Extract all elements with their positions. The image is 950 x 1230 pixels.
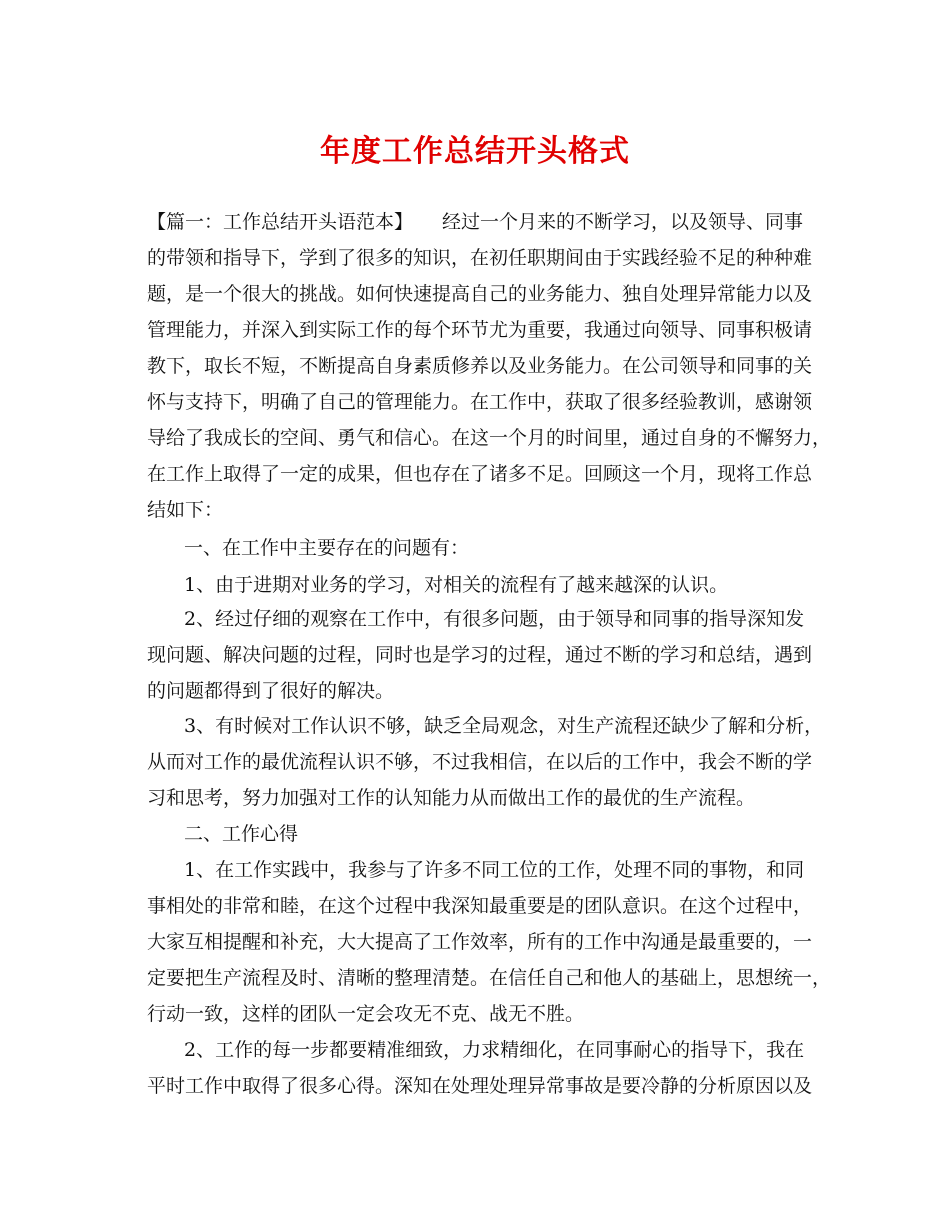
section-heading: 二、工作心得 (184, 823, 299, 845)
paragraph-line: 在工作上取得了一定的成果，但也存在了诸多不足。回顾这一个月，现将工作总 (147, 463, 813, 485)
paragraph-line: 1、在工作实践中，我参与了许多不同工位的工作，处理不同的事物，和同 (184, 859, 805, 881)
paragraph-line: 管理能力，并深入到实际工作的每个环节尤为重要，我通过向领导、同事积极请 (147, 319, 813, 341)
paragraph-line: 3、有时候对工作认识不够，缺乏全局观念，对生产流程还缺少了解和分析， (184, 715, 824, 737)
paragraph-line: 的带领和指导下，学到了很多的知识，在初任职期间由于实践经验不足的种种难 (147, 247, 813, 269)
paragraph-line: 2、经过仔细的观察在工作中，有很多问题，由于领导和同事的指导深知发 (184, 608, 805, 630)
paragraph-line: 教下，取长不短，不断提高自身素质修养以及业务能力。在公司领导和同事的关 (147, 355, 813, 377)
paragraph-line: 现问题、解决问题的过程，同时也是学习的过程，通过不断的学习和总结，遇到 (147, 644, 813, 666)
paragraph-line: 行动一致，这样的团队一定会攻无不克、战无不胜。 (147, 1003, 585, 1025)
paragraph-line: 从而对工作的最优流程认识不够，不过我相信，在以后的工作中，我会不断的学 (147, 751, 813, 773)
paragraph-line: 大家互相提醒和补充，大大提高了工作效率，所有的工作中沟通是最重要的，一 (147, 931, 813, 953)
paragraph-line: 结如下： (147, 499, 224, 521)
section-heading: 一、在工作中主要存在的问题有： (184, 537, 470, 559)
paragraph-line: 题，是一个很大的挑战。如何快速提高自己的业务能力、独自处理异常能力以及 (147, 283, 813, 305)
paragraph-line: 2、工作的每一步都要精准细致，力求精细化，在同事耐心的指导下，我在 (184, 1039, 805, 1061)
section-tag: 【篇一：工作总结开头语范本】 (147, 211, 414, 233)
line-text: 经过一个月来的不断学习，以及领导、同事 (442, 211, 804, 233)
paragraph-line: 事相处的非常和睦，在这个过程中我深知最重要是的团队意识。在这个过程中， (147, 895, 813, 917)
paragraph-line: 平时工作中取得了很多心得。深知在处理处理异常事故是要冷静的分析原因以及 (147, 1075, 813, 1097)
paragraph-line: 习和思考，努力加强对工作的认知能力从而做出工作的最优的生产流程。 (147, 787, 756, 809)
paragraph-line: 怀与支持下，明确了自己的管理能力。在工作中，获取了很多经验教训，感谢领 (147, 391, 813, 413)
paragraph-line: 的问题都得到了很好的解决。 (147, 680, 395, 702)
paragraph-line: 定要把生产流程及时、清晰的整理清楚。在信任自己和他人的基础上，思想统一， (147, 967, 832, 989)
document-title: 年度工作总结开头格式 (320, 134, 630, 169)
paragraph-line: 1、由于进期对业务的学习，对相关的流程有了越来越深的认识。 (184, 574, 729, 596)
paragraph-line: 导给了我成长的空间、勇气和信心。在这一个月的时间里，通过自身的不懈努力， (147, 427, 832, 449)
